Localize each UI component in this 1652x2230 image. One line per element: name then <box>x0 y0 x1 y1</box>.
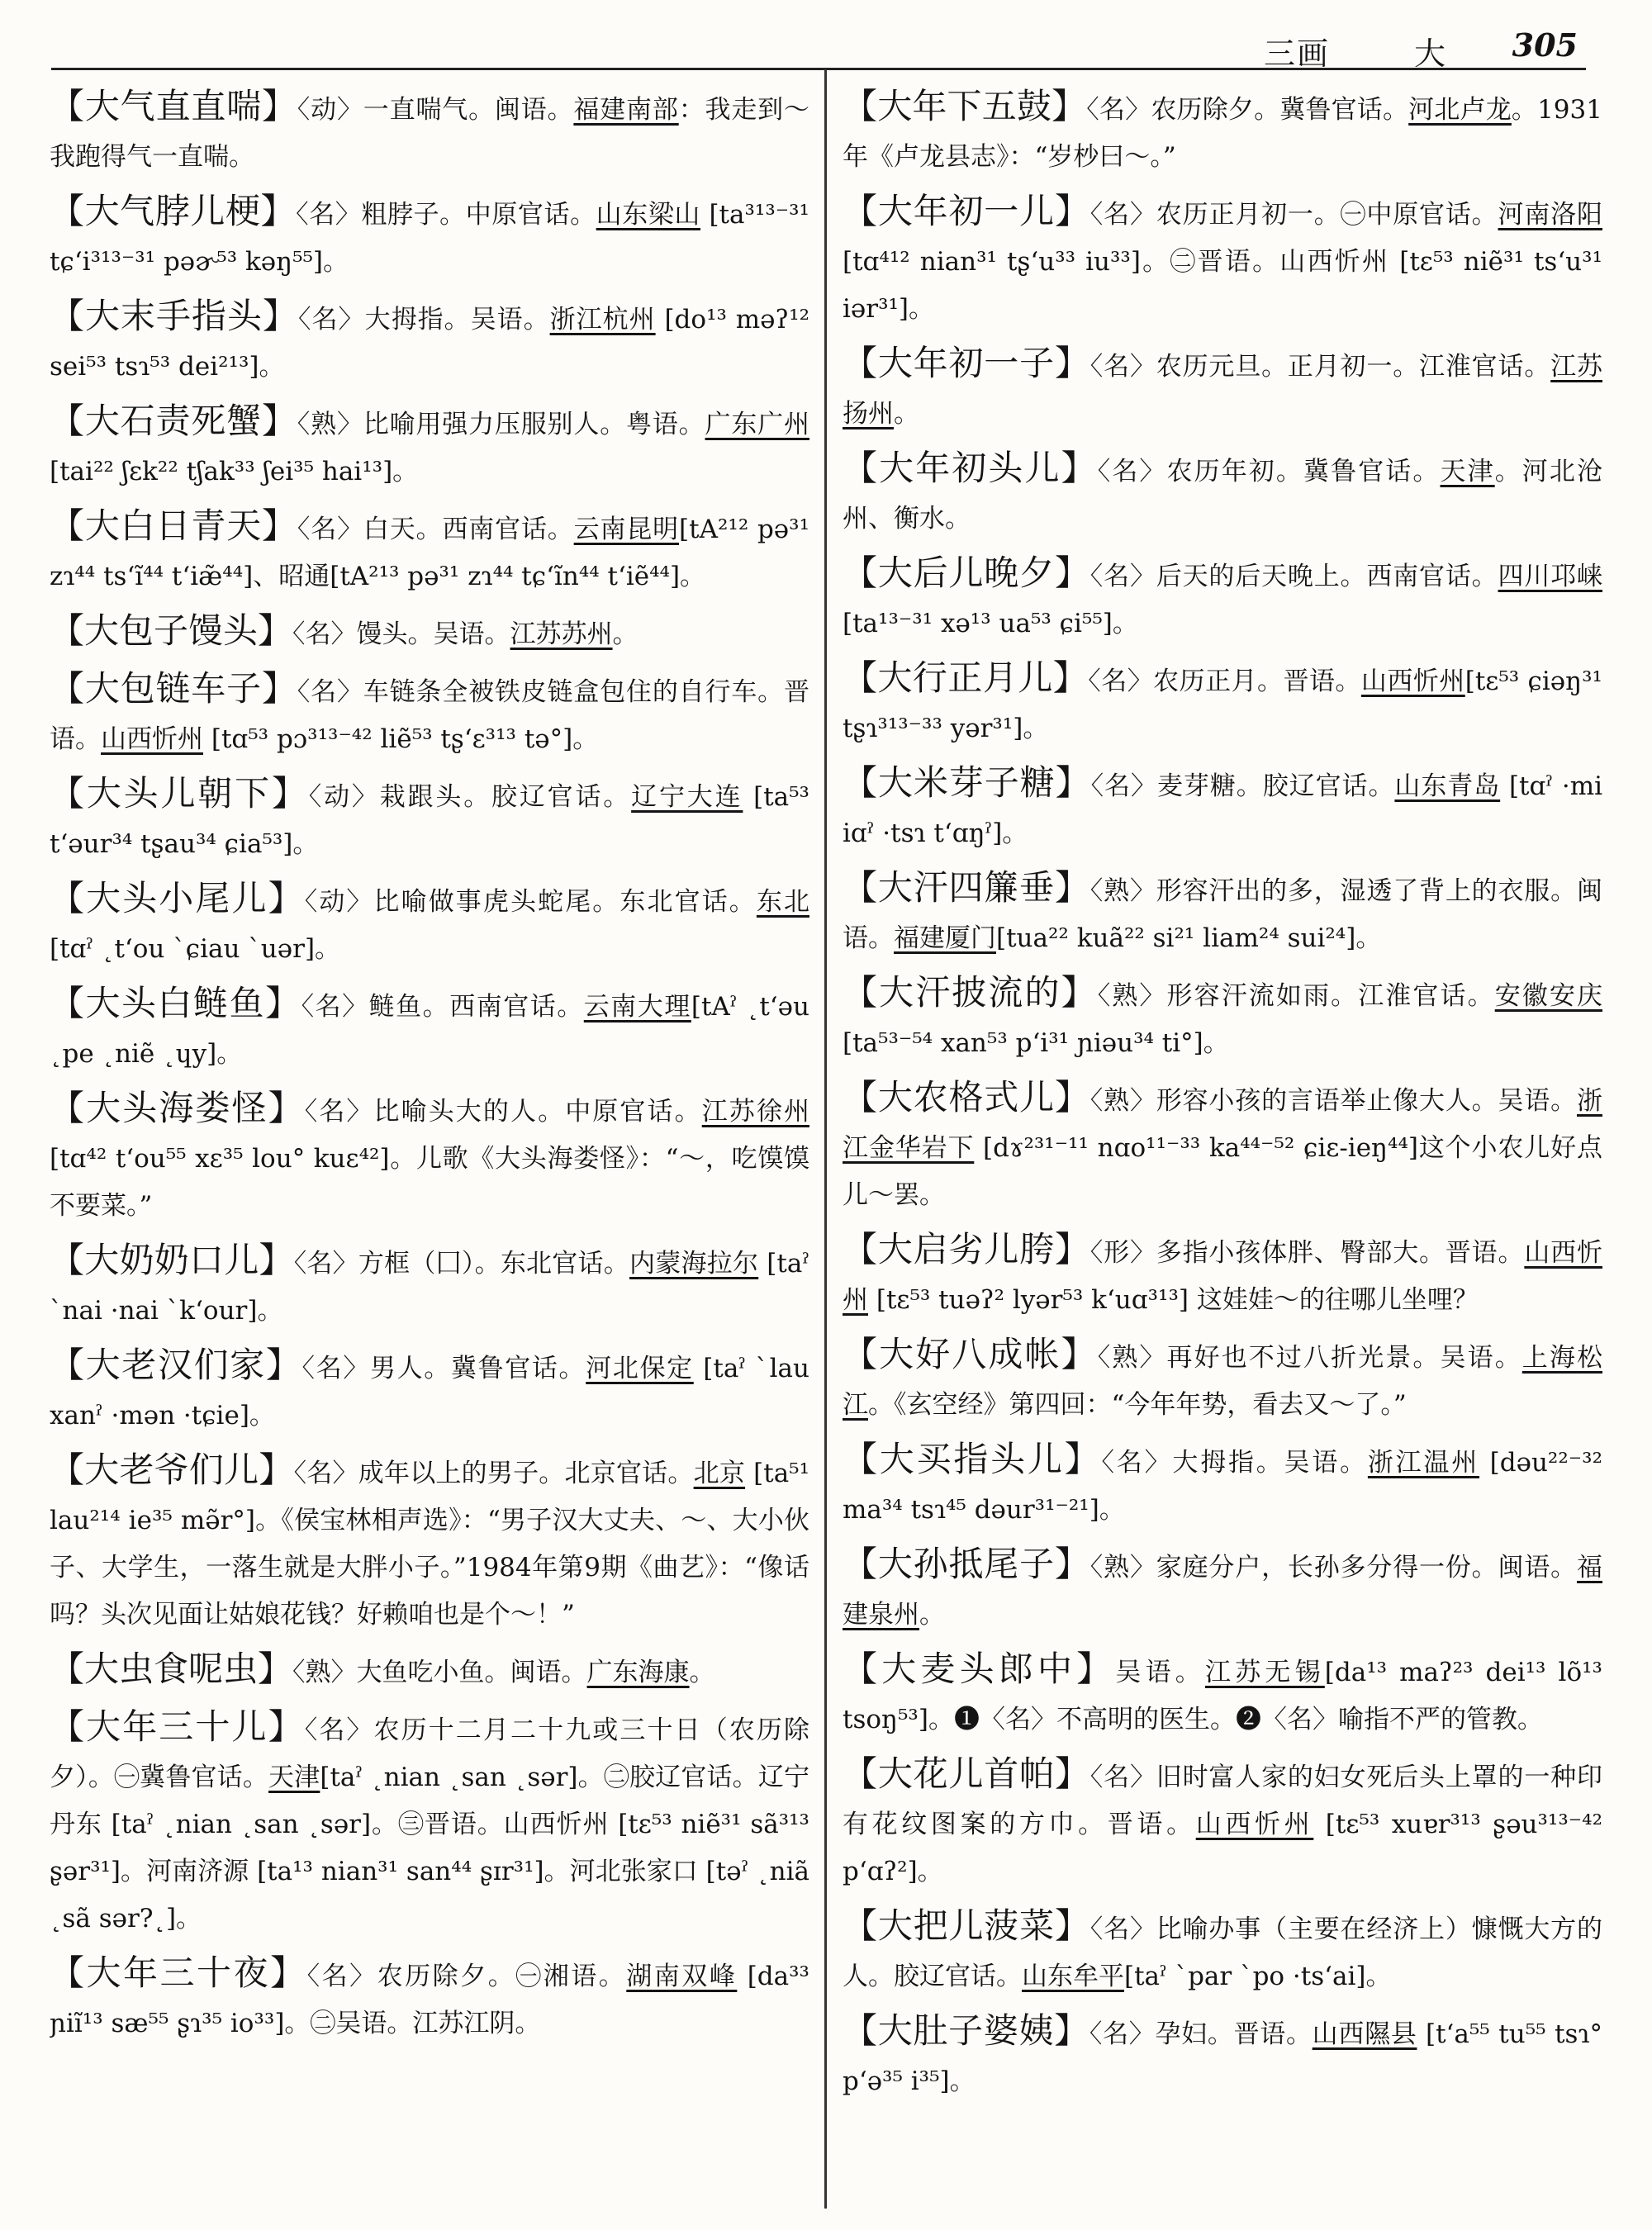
bracket-open: 【 <box>843 448 880 488</box>
definition-text: 农历年初。冀鲁官话。 <box>1166 457 1441 486</box>
bracket-close: 】 <box>271 773 309 814</box>
dictionary-entry <box>50 1084 809 1230</box>
entry-headword: 大年三十夜 <box>86 1952 271 1993</box>
definition-continued: 。1931年《卢龙县志》：“岁杪曰～。” <box>843 95 1602 172</box>
part-of-speech: 〈名〉 <box>1089 2019 1156 2049</box>
part-of-speech: 〈名〉 <box>297 677 363 707</box>
section-label: 三画 <box>1263 36 1330 72</box>
entry-headword: 大行正月儿 <box>877 657 1053 698</box>
entry-headword: 大米芽子糖 <box>877 762 1056 803</box>
bracket-open: 【 <box>843 1229 878 1269</box>
bracket-close: 】 <box>1054 1905 1090 1946</box>
bracket-close: 】 <box>261 668 297 709</box>
place-name: 山西忻州 <box>101 724 203 754</box>
definition-text: 粗脖子。中原官话。 <box>361 200 596 230</box>
part-of-speech: 〈名〉 <box>306 1962 377 1991</box>
bracket-close: 】 <box>1054 1229 1090 1269</box>
bracket-open: 【 <box>50 1649 85 1689</box>
definition-text: 农历正月。晋语。 <box>1153 667 1361 696</box>
bracket-open: 【 <box>843 867 878 908</box>
place-name: 四川邛崃 <box>1498 562 1602 591</box>
definition-text: 成年以上的男子。北京官话。 <box>358 1459 694 1488</box>
entry-headword: 大年初一儿 <box>877 191 1055 231</box>
definition-continued: [tai²² ʃɛk²² tʃak³³ ʃei³⁵ hai¹³]。 <box>50 457 419 486</box>
definition-continued: [tɑˀ ˛tʻou ˋɕiau ˋuər]。 <box>50 934 341 964</box>
definition-text: 农历正月初一。㊀中原官话。 <box>1156 200 1498 230</box>
definition-text: 大拇指。吴语。 <box>364 305 550 334</box>
part-of-speech: 〈熟〉 <box>1089 876 1156 906</box>
place-name: 福建南部 <box>573 95 679 125</box>
definition-text: 后天的后天晚上。西南官话。 <box>1156 562 1498 591</box>
definition-text: 一直喘气。闽语。 <box>363 95 574 125</box>
bracket-open: 【 <box>50 1706 87 1747</box>
dictionary-entry <box>843 1645 1602 1744</box>
dictionary-entry <box>50 607 809 658</box>
bracket-close: 】 <box>1054 1753 1090 1794</box>
bracket-close: 】 <box>1054 1544 1090 1584</box>
bracket-open: 【 <box>843 1649 882 1689</box>
bracket-open: 【 <box>50 773 87 814</box>
part-of-speech: 〈动〉 <box>304 887 374 917</box>
dictionary-entry <box>843 187 1602 333</box>
bracket-open: 【 <box>50 1345 86 1385</box>
bracket-open: 【 <box>843 1334 880 1374</box>
place-name: 江苏无锡 <box>1205 1658 1325 1687</box>
dictionary-entry <box>843 759 1602 857</box>
bracket-close: 】 <box>1054 1077 1090 1117</box>
entry-headword: 大末手指头 <box>85 296 263 336</box>
definition-continued: [tua²² kuã²² si²¹ liam²⁴ sui²⁴]。 <box>996 923 1382 953</box>
dictionary-entry <box>843 1540 1602 1639</box>
place-name: 东北 <box>756 887 809 917</box>
definition-continued: 。《玄空经》第四回：“今年年势，看去又～了。” <box>868 1390 1407 1420</box>
bracket-open: 【 <box>50 1952 87 1993</box>
bracket-close: 】 <box>268 878 305 918</box>
part-of-speech: 〈名〉 <box>301 992 369 1022</box>
definition-text: 比喻用强力压服别人。粤语。 <box>363 410 705 439</box>
bracket-close: 】 <box>261 401 297 441</box>
part-of-speech: 〈名〉 <box>1086 95 1151 125</box>
definition-continued: [taˀ ˋnai ·nai ˋkʻour]。 <box>50 1249 809 1326</box>
definition-continued: [tAˀ ˛tʻəu ˛pe ˛niẽ ˛ɥy]。 <box>50 992 809 1069</box>
definition-text: 旧时富人家的妇女死后头上罩的一种印有花纹图案的方巾。晋语。 <box>843 1763 1602 1839</box>
definition-text: 家庭分户，长孙多分得一份。闽语。 <box>1156 1553 1577 1582</box>
definition-text: 农历十二月二十九或三十日（农历除夕）。㊀冀鲁官话。 <box>50 1715 809 1792</box>
part-of-speech: 〈名〉 <box>1101 1448 1173 1478</box>
bracket-open: 【 <box>50 191 85 231</box>
bracket-close: 】 <box>270 1952 307 1993</box>
place-name: 河北卢龙 <box>1408 95 1512 125</box>
place-name: 天津 <box>268 1763 320 1792</box>
entry-headword: 大白日青天 <box>84 505 263 546</box>
entry-headword: 大买指头儿 <box>879 1439 1065 1479</box>
header-rule <box>51 68 1586 70</box>
definition-text: 大鱼吃小鱼。闽语。 <box>356 1658 587 1687</box>
column-divider <box>824 69 827 2209</box>
part-of-speech: 〈名〉 <box>1088 667 1154 696</box>
bracket-open: 【 <box>843 657 878 698</box>
part-of-speech: 〈名〉 <box>304 1097 374 1127</box>
part-of-speech: 〈名〉 <box>296 200 362 230</box>
dictionary-entry <box>843 654 1602 752</box>
page-number: 305 <box>1512 26 1578 64</box>
place-name: 山西忻州 <box>1360 667 1465 696</box>
place-name: 安徽安庆 <box>1494 981 1602 1011</box>
part-of-speech: 〈名〉 <box>1089 562 1156 591</box>
place-name: 北京 <box>693 1459 746 1488</box>
definition-continued: [do¹³ məʔ¹² sei⁵³ tsɿ⁵³ dei²¹³]。 <box>50 305 809 382</box>
place-name: 广东广州 <box>705 410 809 439</box>
place-name: 辽宁大连 <box>631 782 743 812</box>
place-name: 浙江杭州 <box>549 305 656 334</box>
dictionary-entry <box>50 397 809 496</box>
definition-continued: [ta³¹³⁻³¹ tɕʻi³¹³⁻³¹ pəɚ⁵³ kəŋ⁵⁵]。 <box>50 200 809 277</box>
place-name: 山西忻州 <box>843 1238 1602 1315</box>
place-name: 广东海康 <box>586 1658 690 1687</box>
bracket-close: 】 <box>258 1649 293 1689</box>
dictionary-entry <box>843 1074 1602 1219</box>
dictionary-entry <box>843 339 1602 438</box>
dictionary-entry <box>50 83 809 181</box>
entry-headword: 大把儿菠菜 <box>877 1905 1055 1946</box>
bracket-open: 【 <box>50 505 85 546</box>
definition-text: 形容小孩的言语举止像大人。吴语。 <box>1156 1086 1577 1116</box>
place-name: 内蒙海拉尔 <box>629 1249 759 1279</box>
part-of-speech: 〈熟〉 <box>292 1658 357 1687</box>
entry-headword: 大老爷们儿 <box>84 1450 259 1490</box>
part-of-speech: 〈名〉 <box>1089 352 1156 382</box>
bracket-open: 【 <box>843 1077 878 1117</box>
place-name: 江苏扬州 <box>843 352 1602 429</box>
bracket-close: 】 <box>1061 448 1098 488</box>
left-column <box>50 83 809 2197</box>
place-name: 山东青岛 <box>1394 771 1501 801</box>
definition-text: 馒头。吴语。 <box>356 619 510 649</box>
dictionary-entry <box>843 1902 1602 2000</box>
dictionary-entry <box>50 1645 809 1696</box>
dictionary-entry <box>50 1236 809 1335</box>
entry-headword: 大石责死蟹 <box>84 401 262 441</box>
entry-headword: 大头海娄怪 <box>86 1088 268 1128</box>
entry-headword: 大年初一子 <box>877 343 1055 383</box>
definition-text: 吴语。 <box>1115 1658 1205 1687</box>
part-of-speech: 〈熟〉 <box>1089 1553 1156 1582</box>
entry-headword: 大头儿朝下 <box>86 773 272 814</box>
part-of-speech: 〈名〉 <box>304 1715 374 1745</box>
bracket-close: 】 <box>1051 86 1087 126</box>
definition-continued: [dɤ²³¹⁻¹¹ nɑo¹¹⁻³³ ka⁴⁴⁻⁵² ɕiɛ-ieŋ⁴⁴]这个小农儿好点儿～罢。 <box>843 1133 1602 1210</box>
entry-headword: 大虫食呢虫 <box>84 1649 259 1689</box>
definition-text: 比喻做事虎头蛇尾。东北官话。 <box>373 887 757 917</box>
bracket-close: 】 <box>268 1088 305 1128</box>
bracket-close: 】 <box>268 1706 305 1747</box>
place-name: 福建厦门 <box>894 923 996 953</box>
part-of-speech: 〈名〉 <box>293 1459 358 1488</box>
definition-continued: [tɑ⁵³ pɔ³¹³⁻⁴² liẽ⁵³ tʂʻɛ³¹³ tə°]。 <box>203 724 599 754</box>
definition-continued: [tɛ⁵³ tuəʔ² lyər⁵³ kʻuɑ³¹³] 这娃娃～的往哪儿坐哩？ <box>868 1285 1479 1315</box>
entry-headword: 大年下五鼓 <box>877 86 1052 126</box>
bracket-open: 【 <box>50 610 85 651</box>
dictionary-entry <box>843 864 1602 962</box>
dictionary-entry <box>50 1703 809 1943</box>
place-name: 浙江金华岩下 <box>843 1086 1602 1163</box>
bracket-open: 【 <box>50 983 86 1023</box>
definition-continued: [da¹³ maʔ²³ dei¹³ lõ¹³ tsoŋ⁵³]。❶〈名〉不高明的医生。❷〈名〉喻指不严的管教。 <box>843 1658 1602 1734</box>
definition-continued: [tɛ⁵³ xuɐr³¹³ ʂəu³¹³⁻⁴² pʻɑʔ²]。 <box>843 1810 1602 1886</box>
bracket-open: 【 <box>50 296 86 336</box>
bracket-close: 】 <box>1055 762 1091 803</box>
bracket-close: 】 <box>259 1240 294 1280</box>
entry-headword: 大麦头郎中 <box>881 1649 1077 1689</box>
definition-text: 车链条全被铁皮链盒包住的自行车。晋语。 <box>50 677 809 754</box>
definition-text: 农历除夕。冀鲁官话。 <box>1151 95 1409 125</box>
definition-text: 再好也不过八折光景。吴语。 <box>1166 1343 1522 1373</box>
part-of-speech: 〈动〉 <box>297 95 363 125</box>
bracket-close: 】 <box>261 86 297 126</box>
part-of-speech: 〈名〉 <box>1089 1763 1156 1792</box>
bracket-open: 【 <box>843 762 878 803</box>
radical-char: 大 <box>1413 36 1446 72</box>
entry-headword: 大农格式儿 <box>877 1077 1055 1117</box>
definition-continued: [dəu²²⁻³² ma³⁴ tsɿ⁴⁵ dəur³¹⁻²¹]。 <box>843 1448 1602 1525</box>
part-of-speech: 〈名〉 <box>1090 771 1157 801</box>
definition-text: 农历除夕。㊀湘语。 <box>377 1962 627 1991</box>
bracket-close: 】 <box>1076 1649 1116 1689</box>
bracket-open: 【 <box>50 1088 87 1128</box>
bracket-close: 】 <box>1061 972 1098 1013</box>
bracket-close: 】 <box>1061 1334 1098 1374</box>
definition-text: 比喻办事（主要在经济上）慷慨大方的人。胶辽官话。 <box>843 1914 1602 1991</box>
place-name: 浙江温州 <box>1367 1448 1480 1478</box>
definition-continued: [da³³ ɲiĩ¹³ sæ⁵⁵ ʂɿ³⁵ io³³]。㊁吴语。江苏江阴。 <box>50 1962 809 2038</box>
bracket-open: 【 <box>50 1240 85 1280</box>
entry-headword: 大头白鲢鱼 <box>85 983 266 1023</box>
bracket-open: 【 <box>50 86 85 126</box>
dictionary-entry <box>843 1750 1602 1896</box>
place-name: 云南昆明 <box>573 515 680 544</box>
part-of-speech: 〈名〉 <box>293 1249 358 1279</box>
dictionary-entry <box>50 187 809 286</box>
definition-continued: [ta⁵³ tʻəur³⁴ tʂau³⁴ ɕia⁵³]。 <box>50 782 809 859</box>
bracket-open: 【 <box>843 1439 880 1479</box>
definition-text: 农历元旦。正月初一。江淮官话。 <box>1156 352 1551 382</box>
dictionary-entry <box>843 2007 1602 2105</box>
dictionary-entry <box>50 1446 809 1639</box>
entry-headword: 大老汉们家 <box>85 1345 266 1385</box>
dictionary-entry <box>843 1435 1602 1534</box>
definition-continued: [taˀ ˋpar ˋpo ·tsʻai]。 <box>1124 1962 1392 1991</box>
definition-continued: 。 <box>919 1600 945 1630</box>
bracket-open: 【 <box>843 343 878 383</box>
entry-headword: 大气直直喘 <box>84 86 262 126</box>
part-of-speech: 〈名〉 <box>301 1354 370 1383</box>
definition-continued: [tɛ⁵³ ɕiəŋ³¹ tʂɿ³¹³⁻³³ yər³¹]。 <box>843 667 1602 743</box>
entry-headword: 大花儿首帕 <box>877 1753 1055 1794</box>
entry-headword: 大气脖儿梗 <box>84 191 261 231</box>
entry-headword: 大孙抵尾子 <box>877 1544 1055 1584</box>
place-name: 江苏徐州 <box>701 1097 809 1127</box>
part-of-speech: 〈名〉 <box>1097 457 1167 486</box>
definition-continued: [tɑˀ ·mi iɑˀ ·tsɿ tʻɑŋˀ]。 <box>843 771 1602 848</box>
definition-continued: [taˀ ˛nian ˛san ˛sər]。㊁胶辽官话。辽宁丹东 [taˀ ˛nian ˛san ˛sər]。㊂晋语。山西忻州 [tɛ⁵³ niẽ³¹ sã³¹³ ʂər³¹]。河南济源 [ta¹³ nian³¹ san⁴⁴ ʂɪr³¹]。河北张家口 [təˀ ˛niã ˛sã sər?˛]。 <box>50 1763 809 1933</box>
bracket-open: 【 <box>843 972 880 1013</box>
place-name: 福建泉州 <box>843 1553 1602 1630</box>
dictionary-entry <box>50 292 809 391</box>
definition-text: 形容汗出的多，湿透了背上的衣服。闽语。 <box>843 876 1602 953</box>
bracket-close: 】 <box>265 1345 302 1385</box>
bracket-close: 】 <box>262 505 297 546</box>
bracket-open: 【 <box>50 668 85 709</box>
definition-continued: 。 <box>689 1658 715 1687</box>
part-of-speech: 〈熟〉 <box>297 410 363 439</box>
definition-continued: 。 <box>894 399 919 429</box>
page-header <box>50 15 1586 72</box>
definition-text: 男人。冀鲁官话。 <box>370 1354 586 1383</box>
bracket-open: 【 <box>843 1753 878 1794</box>
definition-text: 多指小孩体胖、臀部大。晋语。 <box>1156 1238 1525 1268</box>
dictionary-entry <box>843 969 1602 1067</box>
entry-headword: 大好八成帐 <box>879 1334 1061 1374</box>
bracket-open: 【 <box>50 878 87 918</box>
bracket-close: 】 <box>258 610 293 651</box>
definition-continued: [ta⁵¹ lau²¹⁴ ie³⁵ mə̃r°]。《侯宝林相声选》：“男子汉大丈夫、～、大小伙子、大学生，一落生就是大胖小子。”1984年第9期《曲艺》：“像话吗？头次见面让姑娘花钱？好赖咱也是个～！” <box>50 1459 809 1630</box>
definition-text: 麦芽糖。胶辽官话。 <box>1156 771 1395 801</box>
place-name: 湖南双峰 <box>626 1962 738 1991</box>
place-name: 山东牟平 <box>1022 1962 1124 1991</box>
definition-continued: [tɑ⁴² tʻou⁵⁵ xɛ³⁵ lou° kuɛ⁴²]。儿歌《大头海娄怪》：“～，吃馍馍不要菜。” <box>50 1144 809 1221</box>
dictionary-entry <box>843 1331 1602 1429</box>
entry-headword: 大奶奶口儿 <box>84 1240 259 1280</box>
entry-headword: 大年初头儿 <box>879 448 1061 488</box>
bracket-close: 】 <box>1054 191 1090 231</box>
bracket-open: 【 <box>50 401 85 441</box>
right-column <box>843 83 1602 2197</box>
entry-headword: 大肚子婆姨 <box>877 2010 1055 2051</box>
place-name: 河南洛阳 <box>1498 200 1602 230</box>
bracket-open: 【 <box>50 1450 85 1490</box>
part-of-speech: 〈名〉 <box>298 305 365 334</box>
dictionary-entry <box>843 83 1602 181</box>
entry-headword: 大汗披流的 <box>879 972 1061 1013</box>
place-name: 山西忻州 <box>1195 1810 1314 1839</box>
part-of-speech: 〈名〉 <box>1089 200 1156 230</box>
definition-continued: [taˀ ˋlau xanˀ ·mən ·tɕie]。 <box>50 1354 809 1431</box>
definition-text: 比喻头大的人。中原官话。 <box>373 1097 702 1127</box>
dictionary-entry <box>50 770 809 868</box>
bracket-open: 【 <box>843 1905 878 1946</box>
bracket-close: 】 <box>1064 1439 1102 1479</box>
place-name: 山东梁山 <box>596 200 701 230</box>
part-of-speech: 〈熟〉 <box>1089 1086 1156 1116</box>
part-of-speech: 〈动〉 <box>308 782 380 812</box>
bracket-close: 】 <box>265 983 301 1023</box>
definition-text: 大拇指。吴语。 <box>1172 1448 1368 1478</box>
entry-headword: 大包链车子 <box>84 668 262 709</box>
bracket-close: 】 <box>1054 867 1090 908</box>
definition-continued: ：我走到～我跑得气一直喘。 <box>50 95 809 172</box>
dictionary-entry <box>50 980 809 1078</box>
place-name: 云南大理 <box>583 992 691 1022</box>
definition-text: 栽跟头。胶辽官话。 <box>379 782 632 812</box>
entry-headword: 大包子馒头 <box>84 610 259 651</box>
bracket-open: 【 <box>843 86 878 126</box>
place-name: 山西隰县 <box>1312 2019 1417 2049</box>
bracket-close: 】 <box>1054 553 1090 593</box>
entry-headword: 大后儿晚夕 <box>877 553 1055 593</box>
part-of-speech: 〈熟〉 <box>1097 1343 1167 1373</box>
place-name: 上海松江 <box>843 1343 1602 1420</box>
dictionary-entry <box>50 665 809 763</box>
entry-headword: 大头小尾儿 <box>86 878 268 918</box>
bracket-close: 】 <box>1054 2010 1089 2051</box>
dictionary-entry <box>843 549 1602 648</box>
definition-text: 方框（囗）。东北官话。 <box>358 1249 630 1279</box>
part-of-speech: 〈形〉 <box>1089 1238 1156 1268</box>
definition-text: 白天。西南官话。 <box>363 515 574 544</box>
definition-continued: [ta⁵³⁻⁵⁴ xan⁵³ pʻi³¹ ɲiəu³⁴ ti°]。 <box>843 1028 1229 1058</box>
dictionary-entry <box>843 1226 1602 1324</box>
place-name: 江苏苏州 <box>510 619 613 649</box>
dictionary-entry <box>50 875 809 973</box>
entry-headword: 大启劣儿胯 <box>877 1229 1055 1269</box>
bracket-close: 】 <box>263 296 299 336</box>
definition-continued: 。河北沧州、衡水。 <box>843 457 1602 534</box>
definition-continued: 。 <box>612 619 638 649</box>
definition-text: 孕妇。晋语。 <box>1155 2019 1313 2049</box>
bracket-close: 】 <box>1052 657 1089 698</box>
bracket-close: 】 <box>1054 343 1090 383</box>
bracket-close: 】 <box>259 1450 294 1490</box>
definition-text: 形容汗流如雨。江淮官话。 <box>1166 981 1495 1011</box>
entry-headword: 大汗四簾垂 <box>877 867 1055 908</box>
bracket-close: 】 <box>260 191 297 231</box>
part-of-speech: 〈熟〉 <box>1097 981 1167 1011</box>
bracket-open: 【 <box>843 1544 878 1584</box>
definition-continued: [tɑ⁴¹² nian³¹ tʂʻu³³ iu³³]。㊁晋语。山西忻州 [tɛ⁵³ niẽ³¹ tsʻu³¹ iər³¹]。 <box>843 247 1602 324</box>
dictionary-entry <box>50 502 809 600</box>
dictionary-entry <box>50 1949 809 2047</box>
definition-continued: [tA²¹² pə³¹ zɿ⁴⁴ tsʻĩ⁴⁴ tʻiæ̃⁴⁴]、昭通[tA²¹³ pə³¹ zɿ⁴⁴ tɕʻĩn⁴⁴ tʻiẽ⁴⁴]。 <box>50 515 809 591</box>
entry-headword: 大年三十儿 <box>86 1706 268 1747</box>
bracket-open: 【 <box>843 2010 878 2051</box>
place-name: 天津 <box>1440 457 1495 486</box>
definition-continued: [ta¹³⁻³¹ xə¹³ ua⁵³ ɕi⁵⁵]。 <box>843 609 1138 638</box>
definition-continued: [tʻa⁵⁵ tu⁵⁵ tsɿ° pʻə³⁵ i³⁵]。 <box>843 2019 1602 2096</box>
part-of-speech: 〈名〉 <box>1089 1914 1156 1944</box>
bracket-open: 【 <box>843 191 878 231</box>
part-of-speech: 〈名〉 <box>297 515 363 544</box>
definition-text: 鲢鱼。西南官话。 <box>368 992 584 1022</box>
part-of-speech: 〈名〉 <box>292 619 357 649</box>
dictionary-entry <box>50 1341 809 1440</box>
dictionary-entry <box>843 444 1602 543</box>
bracket-open: 【 <box>843 553 878 593</box>
place-name: 河北保定 <box>586 1354 694 1383</box>
